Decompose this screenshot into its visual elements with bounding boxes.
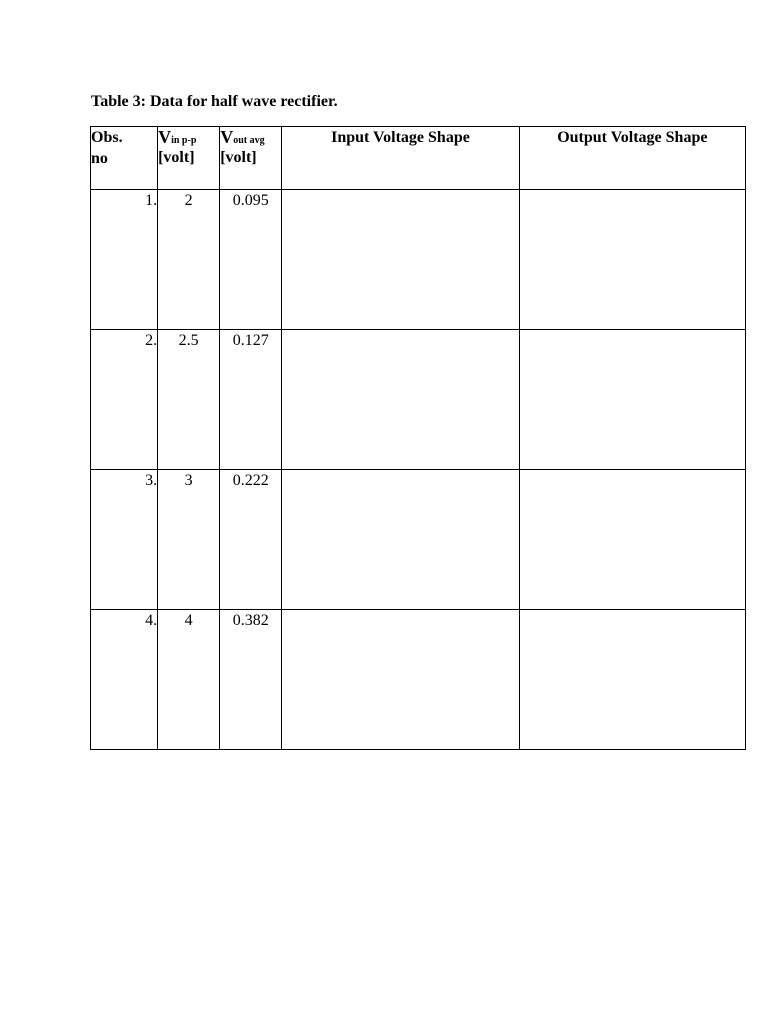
cell-obs [91, 470, 158, 610]
cell-vout [220, 470, 282, 610]
table-row [91, 190, 746, 330]
header-vin-symbol: V [158, 127, 172, 147]
vin-value: 2 [184, 192, 193, 209]
cell-input-shape [282, 330, 519, 470]
cell-vout [220, 190, 282, 330]
table-row [91, 330, 746, 470]
cell-output-shape [519, 190, 745, 330]
header-obs-no [91, 127, 158, 190]
cell-vin [158, 610, 220, 750]
header-input-shape-label: Input Voltage Shape [331, 129, 470, 146]
header-vout-unit: [volt] [220, 149, 257, 166]
cell-input-shape [282, 470, 519, 610]
cell-obs [91, 330, 158, 470]
header-obs-line2: no [91, 150, 108, 167]
table-caption: Table 3: Data for half wave rectifier. [91, 93, 338, 110]
cell-vin [158, 190, 220, 330]
obs-value: 2. [145, 332, 158, 349]
vout-value: 0.127 [232, 332, 269, 349]
table-row [91, 470, 746, 610]
cell-obs [91, 610, 158, 750]
header-output-shape-label: Output Voltage Shape [557, 129, 708, 146]
vout-value: 0.222 [232, 472, 269, 489]
header-output-shape [519, 127, 745, 190]
cell-vin [158, 330, 220, 470]
header-vout-symbol: V [220, 127, 234, 147]
vout-value: 0.095 [232, 192, 269, 209]
obs-value: 4. [145, 612, 158, 629]
cell-output-shape [519, 610, 745, 750]
cell-vout [220, 610, 282, 750]
header-vout-subscript: out avg [233, 135, 265, 146]
vin-value: 2.5 [178, 332, 199, 349]
header-vin-subscript: in p-p [171, 135, 197, 146]
header-vin-unit: [volt] [158, 149, 195, 166]
vin-value: 4 [184, 612, 193, 629]
cell-vin [158, 470, 220, 610]
obs-value: 1. [145, 192, 158, 209]
cell-input-shape [282, 610, 519, 750]
obs-value: 3. [145, 472, 158, 489]
cell-vout [220, 330, 282, 470]
header-input-shape [282, 127, 519, 190]
header-vin [158, 127, 220, 190]
header-obs-line1: Obs. [91, 129, 123, 146]
cell-input-shape [282, 190, 519, 330]
header-row [91, 127, 746, 190]
data-table [90, 126, 746, 750]
vin-value: 3 [184, 472, 193, 489]
header-vout [220, 127, 282, 190]
cell-output-shape [519, 330, 745, 470]
cell-obs [91, 190, 158, 330]
vout-value: 0.382 [232, 612, 269, 629]
cell-output-shape [519, 470, 745, 610]
table-row [91, 610, 746, 750]
